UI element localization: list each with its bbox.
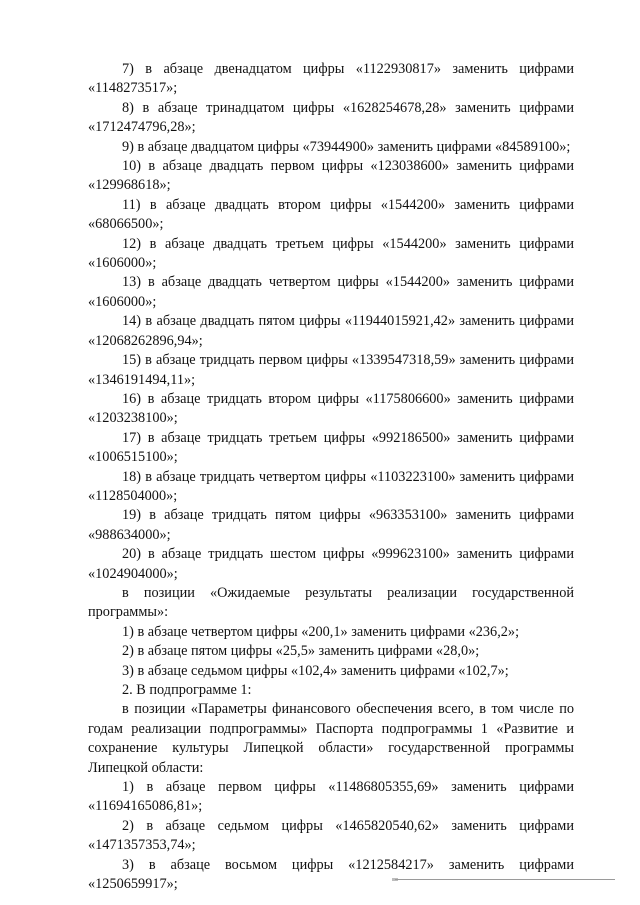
paragraph-item-11: 11) в абзаце двадцать втором цифры «1544200» заменить цифрами «68066500»;: [88, 196, 574, 233]
paragraph-item-20: 20) в абзаце тридцать шестом цифры «999623100» заменить цифрами «1024904000»;: [88, 546, 574, 582]
paragraph-item-14: 14) в абзаце двадцать пятом цифры «11944015921,42» заменить цифрами «12068262896,94»;: [88, 313, 574, 349]
paragraph-item-16: 16) в абзаце тридцать втором цифры «1175806600» заменить цифрами «1203238100»;: [88, 390, 574, 427]
paragraph-item-19: 19) в абзаце тридцать пятом цифры «963353100» заменить цифрами «988634000»;: [88, 507, 574, 543]
paragraph-item-9: 9) в абзаце двадцатом цифры «73944900» заменить цифрами «84589100»;: [122, 138, 571, 155]
paragraph-financing-parameters: в позиции «Параметры финансового обеспечения всего, в том числе по годам реализации подпрограммы» Паспорта подпрограммы 1 «Развитие и сохранение культуры Липецкой области» государственной программы Липецкой области:: [88, 701, 574, 776]
paragraph-result-3: 3) в абзаце седьмом цифры «102,4» заменить цифрами «102,7»;: [122, 662, 509, 679]
paragraph-expected-results: в позиции «Ожидаемые результаты реализации государственной программы»:: [88, 584, 574, 621]
paragraph-subitem-2: 2) в абзаце седьмом цифры «1465820540,62» заменить цифрами «1471357353,74»;: [88, 817, 574, 854]
paragraph-item-10: 10) в абзаце двадцать первом цифры «123038600» заменить цифрами «129968618»;: [88, 158, 574, 194]
paragraph-result-2: 2) в абзаце пятом цифры «25,5» заменить цифрами «28,0»;: [122, 643, 480, 660]
paragraph-item-18: 18) в абзаце тридцать четвертом цифры «1103223100» заменить цифрами «1128504000»;: [88, 468, 574, 504]
paragraph-item-17: 17) в абзаце тридцать третьем цифры «992186500» заменить цифрами «1006515100»;: [88, 429, 574, 466]
paragraph-item-13: 13) в абзаце двадцать четвертом цифры «1544200» заменить цифрами «1606000»;: [88, 274, 574, 310]
paragraph-item-12: 12) в абзаце двадцать третьем цифры «1544200» заменить цифрами «1606000»;: [88, 235, 574, 272]
document-body: [88, 60, 574, 894]
paragraph-subitem-3: 3) в абзаце восьмом цифры «1212584217» заменить цифрами «1250659917»;: [88, 856, 574, 893]
paragraph-subitem-1: 1) в абзаце первом цифры «11486805355,69» заменить цифрами «11694165086,81»;: [88, 779, 574, 815]
paragraph-item-8: 8) в абзаце тринадцатом цифры «1628254678,28» заменить цифрами «1712474796,28»;: [88, 99, 574, 136]
paragraph-item-15: 15) в абзаце тридцать первом цифры «1339547318,59» заменить цифрами «1346191494,11»;: [88, 352, 574, 388]
paragraph-item-7: 7) в абзаце двенадцатом цифры «1122930817» заменить цифрами «1148273517»;: [88, 61, 574, 97]
paragraph-result-1: 1) в абзаце четвертом цифры «200,1» заменить цифрами «236,2»;: [122, 623, 520, 640]
scan-line: [395, 879, 615, 880]
subprogram-heading: 2. В подпрограмме 1:: [122, 682, 252, 698]
